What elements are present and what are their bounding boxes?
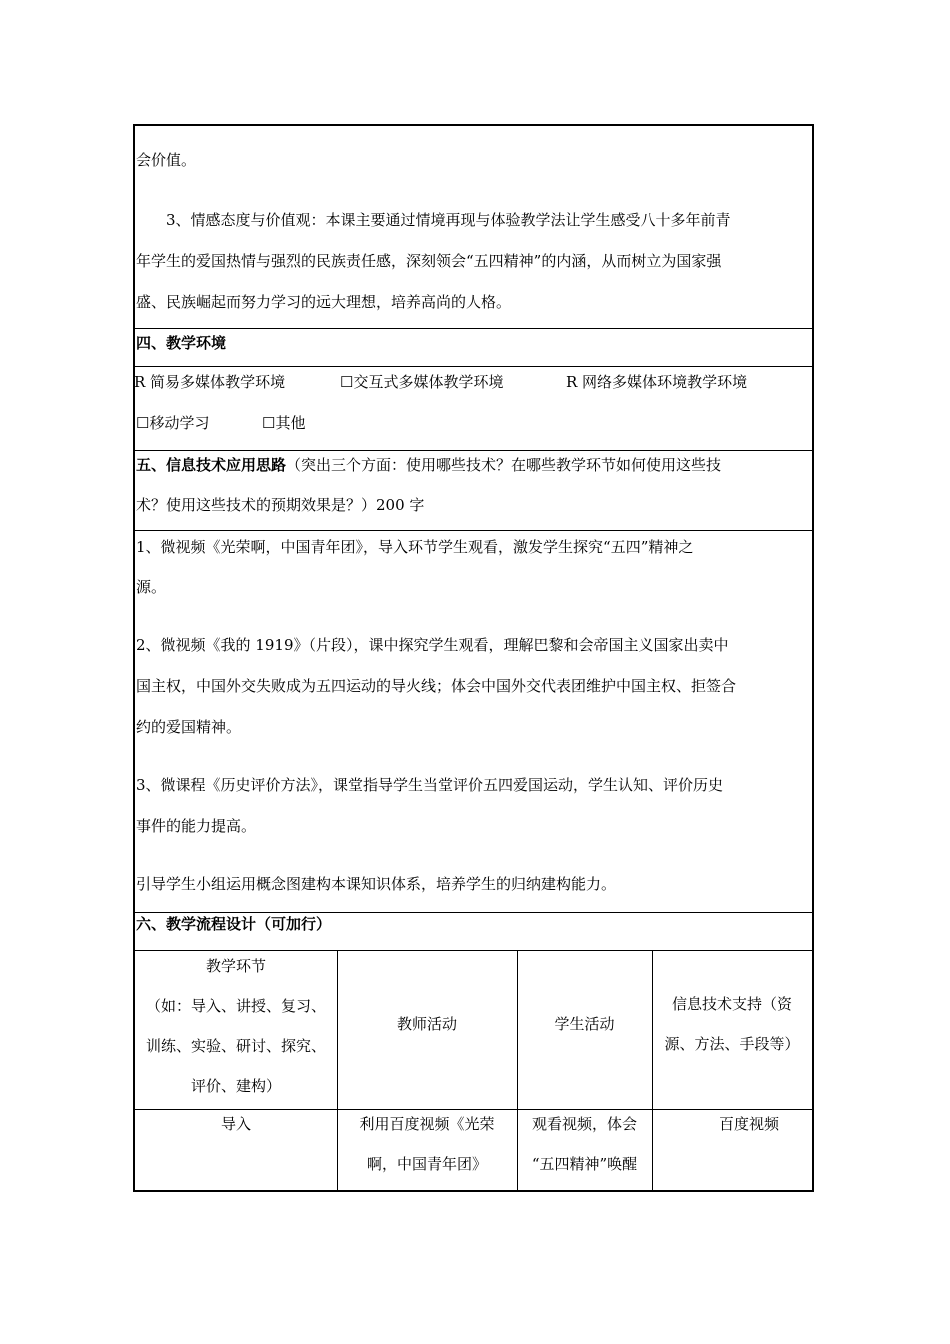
list-item-line: 1、微视频《光荣啊，中国青年团》，导入环节学生观看，激发学生探究“五四”精神之 <box>136 538 694 556</box>
header-text: 源、方法、手段等） <box>664 1035 800 1053</box>
paragraph-line: 盛、民族崛起而努力学习的远大理想，培养高尚的人格。 <box>136 293 512 311</box>
section-title: 四、教学环境 <box>136 334 227 352</box>
cell-text: 利用百度视频《光荣 <box>359 1115 495 1133</box>
cell-text: “五四精神”唤醒 <box>531 1155 638 1173</box>
list-item-line: 事件的能力提高。 <box>136 817 257 835</box>
header-text: 训练、实验、研讨、探究、 <box>145 1037 326 1055</box>
list-item-line: 源。 <box>136 578 167 596</box>
cell-text: 观看视频，体会 <box>531 1115 637 1133</box>
table-cell <box>337 1104 517 1184</box>
section-note: （突出三个方面：使用哪些技术？在哪些教学环节如何使用这些技 <box>286 456 722 474</box>
row-divider <box>135 530 812 531</box>
list-item-line: 引导学生小组运用概念图建构本课知识体系，培养学生的归纳建构能力。 <box>136 875 617 893</box>
table-cell: 百度视频 <box>718 1115 779 1133</box>
cell-text: 啊，中国青年团》 <box>366 1155 487 1173</box>
environment-option: ☐移动学习 <box>136 414 210 432</box>
list-item-line: 3、微课程《历史评价方法》，课堂指导学生当堂评价五四爱国运动，学生认知、评价历史 <box>136 776 724 794</box>
row-divider <box>135 450 812 451</box>
section-title: 五、信息技术应用思路 <box>136 456 287 474</box>
paragraph-line: 年学生的爱国热情与强烈的民族责任感，深刻领会“五四精神”的内涵，从而树立为国家强 <box>136 252 722 270</box>
table-cell: 导入 <box>220 1115 251 1133</box>
row-divider <box>135 366 812 367</box>
table-header-cell <box>135 946 337 1106</box>
list-item-line: 2、微视频《我的 1919》（片段），课中探究学生观看，理解巴黎和会帝国主义国家出卖中 <box>136 636 729 654</box>
list-item-line: 国主权，中国外交失败成为五四运动的导火线；体会中国外交代表团维护中国主权、拒签合 <box>136 677 737 695</box>
section-note: 术？使用这些技术的预期效果是？）200 字 <box>136 496 425 514</box>
header-text: 评价、建构） <box>190 1077 281 1095</box>
header-text: （如：导入、讲授、复习、 <box>145 997 326 1015</box>
section-heading-line <box>136 455 721 475</box>
environment-option: ☐其他 <box>262 414 306 432</box>
paragraph-line: 3、情感态度与价值观：本课主要通过情境再现与体验教学法让学生感受八十多年前青 <box>166 211 731 229</box>
row-divider <box>135 328 812 329</box>
table-header-cell: 教师活动 <box>396 1015 457 1033</box>
paragraph-line: 会价值。 <box>136 151 197 169</box>
header-text: 教学环节 <box>205 957 266 975</box>
environment-option: ☐交互式多媒体教学环境 <box>340 373 504 391</box>
table-header-cell <box>652 984 812 1064</box>
header-text: 信息技术支持（资 <box>671 995 792 1013</box>
table-header-cell: 学生活动 <box>554 1015 615 1033</box>
environment-option: R 简易多媒体教学环境 <box>134 373 286 391</box>
table-cell <box>517 1104 652 1184</box>
row-divider <box>135 912 812 913</box>
list-item-line: 约的爱国精神。 <box>136 718 242 736</box>
environment-option: R 网络多媒体环境教学环境 <box>566 373 748 391</box>
section-title: 六、教学流程设计（可加行） <box>136 915 332 933</box>
